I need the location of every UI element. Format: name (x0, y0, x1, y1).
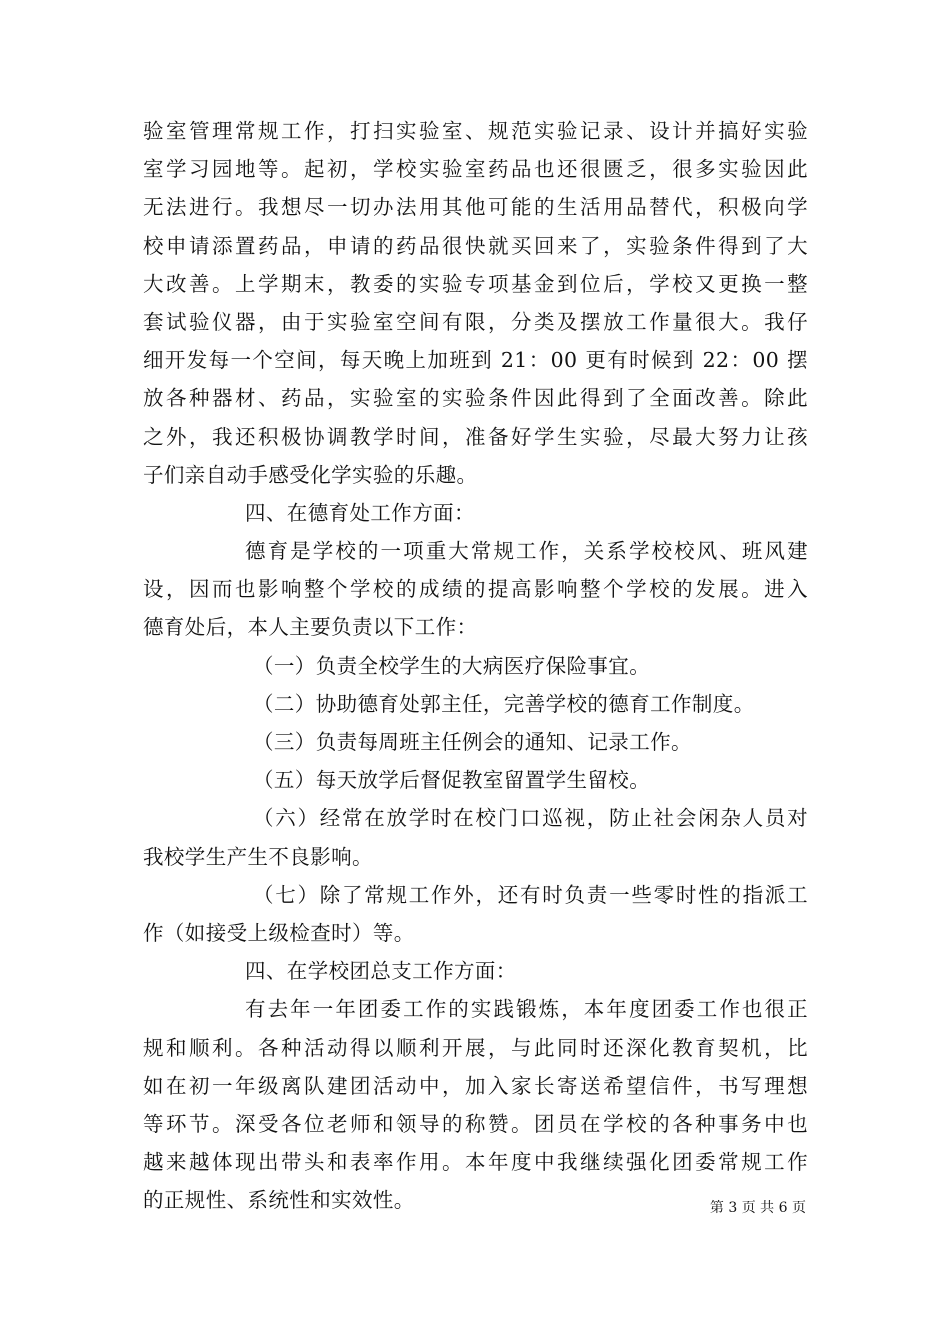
body-line: 室学习园地等。起初，学校实验室药品也还很匮乏，很多实验因此 (143, 157, 808, 182)
body-line: 验室管理常规工作，打扫实验室、规范实验记录、设计并搞好实验 (143, 119, 808, 143)
list-item: （二）协助德育处郭主任，完善学校的德育工作制度。 (253, 691, 755, 716)
body-line: 套试验仪器，由于实验室空间有限，分类及摆放工作量很大。我仔 (143, 309, 808, 334)
body-line: 设，因而也影响整个学校的成绩的提高影响整个学校的发展。进入 (143, 577, 808, 602)
list-item-continuation: 我校学生产生不良影响。 (143, 844, 373, 869)
list-item: （一）负责全校学生的大病医疗保险事宜。 (253, 653, 651, 678)
body-line: 越来越体现出带头和表率作用。本年度中我继续强化团委常规工作 (143, 1150, 808, 1175)
body-line: 大改善。上学期末，教委的实验专项基金到位后，学校又更换一整 (143, 271, 808, 296)
body-line: 放各种器材、药品，实验室的实验条件因此得到了全面改善。除此 (143, 386, 808, 411)
body-line: 的正规性、系统性和实效性。 (143, 1188, 415, 1213)
body-line: 之外，我还积极协调教学时间，准备好学生实验，尽最大努力让孩 (143, 424, 808, 449)
body-line: 细开发每一个空间，每天晚上加班到 21：00 更有时候到 22：00 摆 (143, 348, 808, 373)
body-line: 德育处后，本人主要负责以下工作： (143, 615, 478, 640)
list-item: （七）除了常规工作外，还有时负责一些零时性的指派工 (253, 882, 808, 907)
list-item-continuation: 作（如接受上级检查时）等。 (143, 920, 415, 945)
section-heading: 四、在学校团总支工作方面： (245, 959, 517, 984)
body-line: 如在初一年级离队建团活动中，加入家长寄送希望信件，书写理想 (143, 1073, 808, 1098)
body-line: 规和顺利。各种活动得以顺利开展，与此同时还深化教育契机，比 (143, 1035, 808, 1060)
body-line: 等环节。深受各位老师和领导的称赞。团员在学校的各种事务中也 (143, 1111, 808, 1136)
list-item: （三）负责每周班主任例会的通知、记录工作。 (253, 730, 692, 754)
list-item: （六）经常在放学时在校门口巡视，防止社会闲杂人员对 (253, 806, 808, 831)
list-item: （五）每天放学后督促教室留置学生留校。 (253, 768, 651, 793)
section-heading: 四、在德育处工作方面： (245, 500, 475, 525)
body-line: 有去年一年团委工作的实践锻炼，本年度团委工作也很正 (245, 997, 808, 1022)
body-line: 无法进行。我想尽一切办法用其他可能的生活用品替代，积极向学 (143, 195, 808, 220)
document-body (143, 112, 808, 1219)
body-line: 德育是学校的一项重大常规工作，关系学校校风、班风建 (245, 539, 808, 564)
page-number: 第 3 页 共 6 页 (709, 1200, 806, 1216)
body-line: 校申请添置药品，申请的药品很快就买回来了，实验条件得到了大 (143, 233, 808, 258)
body-line: 子们亲自动手感受化学实验的乐趣。 (143, 462, 478, 487)
